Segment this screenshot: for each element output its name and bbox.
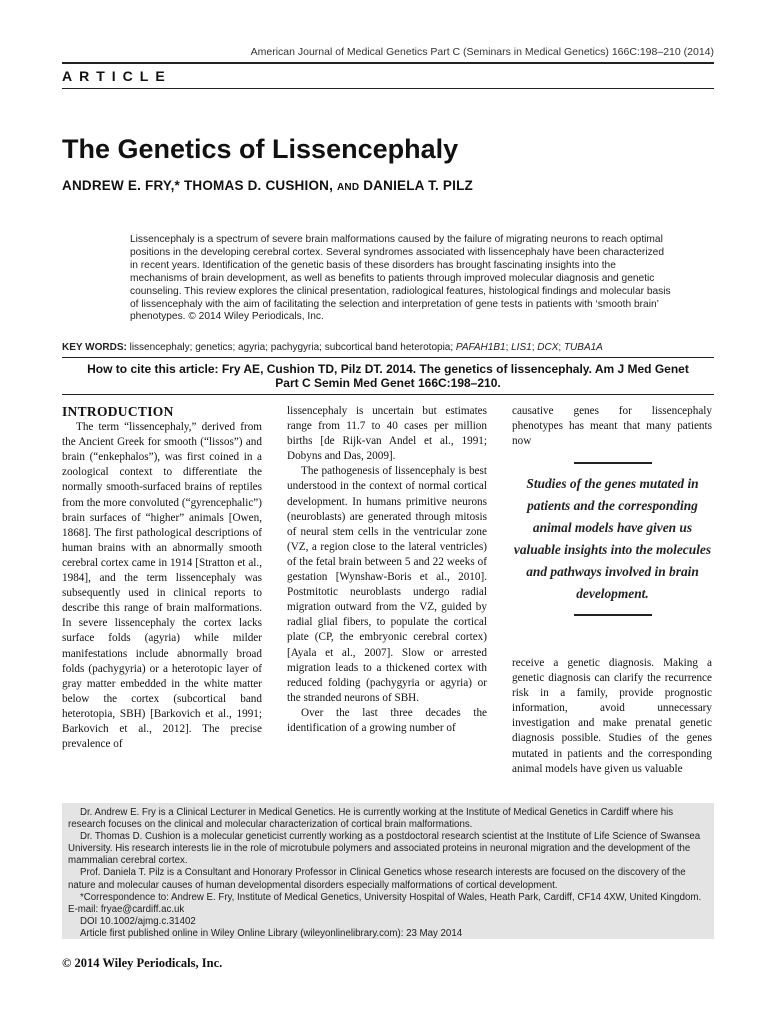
pull-quote-top-rule <box>574 462 652 464</box>
citation-line-1: How to cite this article: Fry AE, Cushion TD, Pilz DT. 2014. The genetics of lissencephaly. Am J Med Genet <box>87 362 689 376</box>
body-column-3-bottom <box>512 656 712 777</box>
article-title: The Genetics of Lissencephaly <box>62 134 459 164</box>
paragraph: lissencephaly is uncertain but estimates range from 11.7 to 40 cases per million births [de Rijk-van Andel et al., 1991; Dobyns and Das, 2009]. <box>287 405 487 463</box>
paragraph: receive a genetic diagnosis. Making a genetic diagnosis can clarify the recurrence risk in a family, provide prognostic information, avoid unnecessary investigation and make prenatal genetic diagnosis possible. Studies of the genes mutated in patients and the corresponding animal models have given us valuable <box>512 657 712 775</box>
authors-part-2: DANIELA T. PILZ <box>359 178 473 193</box>
paragraph: The term “lissencephaly,” derived from the Ancient Greek for smooth (“lissos”) and brain (“enkephalos”), was first coined in a zoological context to differentiate the normally smooth-surfaced brains of reptiles from the more convoluted (“gyrencephalic”) brain surfaces of “higher” animals [Owen, 1868]. The first pathological descriptions of human brains with an abnormally smooth cerebral cortex came in 1914 [Stratton et al., 1984], and the term lissencephaly was subsequently used in clinical reports to describe this range of brain malformations. In severe lissencephaly the cortex lacks surface folds (agyria) while milder manifestations include abnormally broad folds (pachygyria) or a heterotopic layer of gray matter embedded in the white matter below the cortex (subcortical band heterotopia, SBH) [Barkovich et al., 1991; Barkovich et al., 2012]. The precise prevalence of <box>62 421 262 751</box>
author-footnotes <box>62 803 714 939</box>
footnote-fry: Dr. Andrew E. Fry is a Clinical Lecturer in Medical Genetics. He is currently working at the Institute of Medical Genetics in Cardiff where his research focuses on the clinical and molecular characterization of cortical brain malformations. <box>68 807 674 831</box>
pull-quote-bottom-rule <box>574 614 652 616</box>
pull-quote <box>510 462 715 616</box>
pull-quote-text: Studies of the genes mutated in patients and the corresponding animal models have given us valuable insights into the molecules and pathways involved in brain development. <box>513 476 712 601</box>
section-heading-introduction: INTRODUCTION <box>62 404 174 419</box>
paragraph: causative genes for lissencephaly phenotypes has meant that many patients now <box>512 405 712 448</box>
copyright-notice: © 2014 Wiley Periodicals, Inc. <box>62 956 223 970</box>
keywords-genes: PAFAH1B1; LIS1; DCX; TUBA1A <box>455 342 603 353</box>
footnote-doi: DOI 10.1002/ajmg.c.31402 <box>80 915 196 927</box>
paragraph: The pathogenesis of lissencephaly is best understood in the context of normal cortical development. In humans primitive neurons (neuroblasts) are generated through mitosis of neural stem cells in the ventricular zone (VZ, a region close to the lateral ventricles) of the fetal brain between 5 and 22 weeks of gestation [Wynshaw-Boris et al., 2010]. Postmitotic neuroblasts undergo radial migration outward from the VZ, guided by radial glial fibers, to populate the cortical plate (CP, the embryonic cerebral cortex) [Ayala et al., 2007]. Slow or arrested migration leads to a thickened cortex with reduced folding (pachygyria or agyria) or the stranded neurons of SBH. <box>287 465 487 704</box>
keywords-label: KEY WORDS: <box>62 342 127 353</box>
keyword-gene: LIS1 <box>511 342 532 353</box>
article-type-label: ARTICLE <box>62 62 714 89</box>
footnote-published-online: Article first published online in Wiley Online Library (wileyonlinelibrary.com): 23 May 2014 <box>80 927 463 939</box>
footnote-correspondence: *Correspondence to: Andrew E. Fry, Institute of Medical Genetics, University Hospital of Wales, Heath Park, Cardiff, CF14 4XW, United Kingdom. E-mail: fryae@cardiff.ac.uk <box>68 891 702 915</box>
footnote-pilz: Prof. Daniela T. Pilz is a Consultant and Honorary Professor in Clinical Genetics whose research interests are focused on the discovery of the nature and molecular causes of human developmental disorders especially malformations of cortical development. <box>68 867 686 891</box>
footnote-cushion: Dr. Thomas D. Cushion is a molecular geneticist currently working as a postdoctoral research scientist at the Institute of Life Science of Swansea University. His research interests lie in the role of microtubule polymers and associated proteins in neuronal migration and the development of the mammalian cerebral cortex. <box>68 831 701 867</box>
keyword-gene: TUBA1A <box>563 342 603 353</box>
keyword-gene: DCX <box>537 342 559 353</box>
authors-and: AND <box>337 182 360 193</box>
body-column-3-top <box>512 404 712 449</box>
keywords-plain: lissencephaly; genetics; agyria; pachygyria; subcortical band heterotopia; <box>126 342 456 353</box>
author-list <box>62 178 473 193</box>
keywords <box>62 342 714 353</box>
citation-box <box>62 357 714 395</box>
body-column-1 <box>62 404 262 752</box>
paragraph: Over the last three decades the identification of a growing number of <box>287 706 487 734</box>
keyword-gene: PAFAH1B1 <box>455 342 506 353</box>
abstract: Lissencephaly is a spectrum of severe brain malformations caused by the failure of migrating neurons to reach optimal positions in the developing cerebral cortex. Several syndromes associated with lissencephaly have been characterized in recent years. Identification of the genetic basis of these disorders has brought fascinating insights into the mechanisms of brain development, as well as benefits to patients through improved molecular diagnosis and genetic counseling. This review explores the clinical presentation, radiological features, histological findings and molecular basis of lissencephaly with the aim of facilitating the selection and interpretation of gene tests in patients with ‘smooth brain’ phenotypes. © 2014 Wiley Periodicals, Inc. <box>130 234 671 323</box>
citation-line-2: Part C Semin Med Genet 166C:198–210. <box>275 376 501 390</box>
authors-part-1: ANDREW E. FRY,* THOMAS D. CUSHION, <box>62 178 338 193</box>
running-head: American Journal of Medical Genetics Part C (Seminars in Medical Genetics) 166C:198–210 (2014) <box>250 46 714 58</box>
body-column-2 <box>287 404 487 736</box>
